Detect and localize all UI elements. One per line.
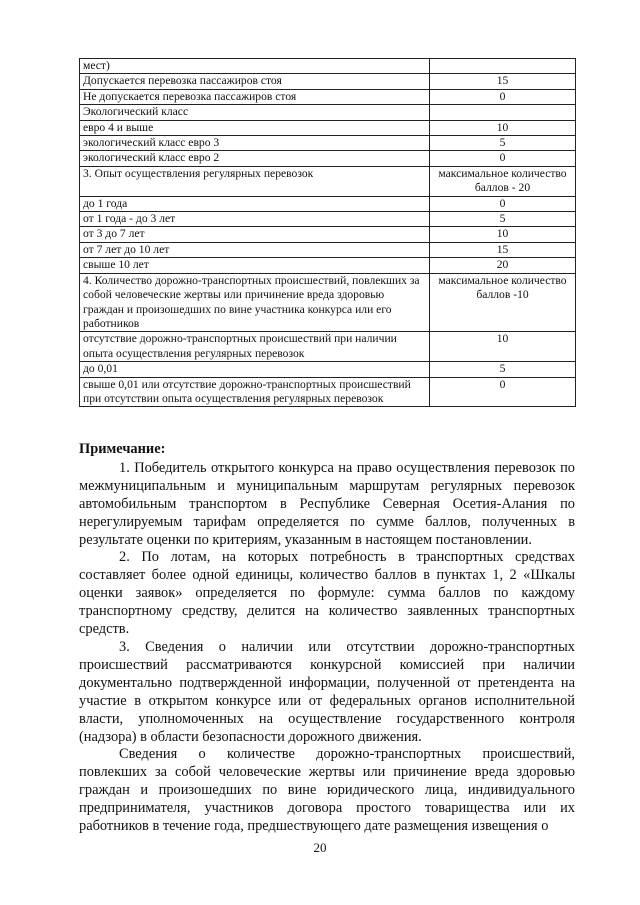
criteria-table xyxy=(79,58,576,407)
score-cell xyxy=(430,105,576,120)
criterion-cell: отсутствие дорожно-транспортных происшествий при наличии опыта осуществления регулярных перевозок xyxy=(80,332,430,362)
score-cell: 0 xyxy=(430,89,576,104)
table-row xyxy=(80,166,576,196)
table-row xyxy=(80,74,576,89)
table-row xyxy=(80,89,576,104)
score-cell: 0 xyxy=(430,196,576,211)
note-paragraph-4: Сведения о количестве дорожно-транспортных происшествий, повлекших за собой человеческие жертвы или причинение вреда здоровью граждан и произошедших по вине юридического лица, индивидуального предпринимателя, участников договора простого товарищества или их работников в течение года, предшествующего дате размещения извещения о xyxy=(79,746,575,835)
criterion-cell: экологический класс евро 3 xyxy=(80,136,430,151)
criterion-cell: мест) xyxy=(80,59,430,74)
notes-heading: Примечание: xyxy=(79,441,166,457)
table-row xyxy=(80,196,576,211)
score-cell xyxy=(430,59,576,74)
note-paragraph-2: 2. По лотам, на которых потребность в транспортных средствах составляет более одной единицы, количество баллов в пунктах 1, 2 «Шкалы оценки заявок» определяется по формуле: сумма баллов по каждому транспортному средству, делится на количество заявленных транспортных средств. xyxy=(79,549,575,638)
criterion-cell: свыше 0,01 или отсутствие дорожно-транспортных происшествий при отсутствии опыта осуществления регулярных перевозок xyxy=(80,377,430,407)
table-row xyxy=(80,332,576,362)
score-cell: 0 xyxy=(430,377,576,407)
notes-section xyxy=(79,441,575,836)
score-cell: 0 xyxy=(430,151,576,166)
criterion-cell: от 7 лет до 10 лет xyxy=(80,242,430,257)
page-number: 20 xyxy=(313,840,327,855)
criterion-cell: Не допускается перевозка пассажиров стоя xyxy=(80,89,430,104)
table-row xyxy=(80,136,576,151)
score-cell: 15 xyxy=(430,242,576,257)
table-row xyxy=(80,242,576,257)
score-cell: 20 xyxy=(430,258,576,273)
criterion-cell: до 1 года xyxy=(80,196,430,211)
table-row xyxy=(80,362,576,377)
note-paragraph-3: 3. Сведения о наличии или отсутствии дорожно-транспортных происшествий рассматриваются конкурсной комиссией при наличии документально подтвержденной информации, полученной от претендента на участие в открытом конкурсе или от федеральных органов исполнительной власти, уполномоченных на осуществление государственного контроля (надзора) в области безопасности дорожного движения. xyxy=(79,638,575,745)
criterion-cell: свыше 10 лет xyxy=(80,258,430,273)
table-row xyxy=(80,258,576,273)
criterion-cell: 4. Количество дорожно-транспортных происшествий, повлекших за собой человеческие жертвы или причинение вреда здоровью граждан и произошедших по вине участника конкурса или его работников xyxy=(80,273,430,332)
table-row xyxy=(80,120,576,135)
score-cell: максимальное количество баллов -10 xyxy=(430,273,576,332)
criterion-cell: от 1 года - до 3 лет xyxy=(80,212,430,227)
table-row xyxy=(80,377,576,407)
score-cell: 15 xyxy=(430,74,576,89)
criterion-cell: экологический класс евро 2 xyxy=(80,151,430,166)
score-cell: максимальное количество баллов - 20 xyxy=(430,166,576,196)
table-row xyxy=(80,59,576,74)
score-cell: 5 xyxy=(430,212,576,227)
criteria-table-body xyxy=(80,59,576,407)
table-row xyxy=(80,151,576,166)
criterion-cell: Допускается перевозка пассажиров стоя xyxy=(80,74,430,89)
score-cell: 10 xyxy=(430,120,576,135)
criterion-cell: до 0,01 xyxy=(80,362,430,377)
criterion-cell: евро 4 и выше xyxy=(80,120,430,135)
score-cell: 10 xyxy=(430,227,576,242)
score-cell: 5 xyxy=(430,362,576,377)
score-cell: 10 xyxy=(430,332,576,362)
table-row xyxy=(80,212,576,227)
table-row xyxy=(80,227,576,242)
table-row xyxy=(80,105,576,120)
score-cell: 5 xyxy=(430,136,576,151)
criterion-cell: 3. Опыт осуществления регулярных перевозок xyxy=(80,166,430,196)
table-row xyxy=(80,273,576,332)
criterion-cell: Экологический класс xyxy=(80,105,430,120)
note-paragraph-1: 1. Победитель открытого конкурса на право осуществления перевозок по межмуниципальным и муниципальным маршрутам регулярных перевозок автомобильным транспортом в Республике Северная Осетия-Алания по нерегулируемым тарифам определяется по сумме баллов, полученных в результате оценки по критериям, указанным в настоящем постановлении. xyxy=(79,459,575,548)
criterion-cell: от 3 до 7 лет xyxy=(80,227,430,242)
